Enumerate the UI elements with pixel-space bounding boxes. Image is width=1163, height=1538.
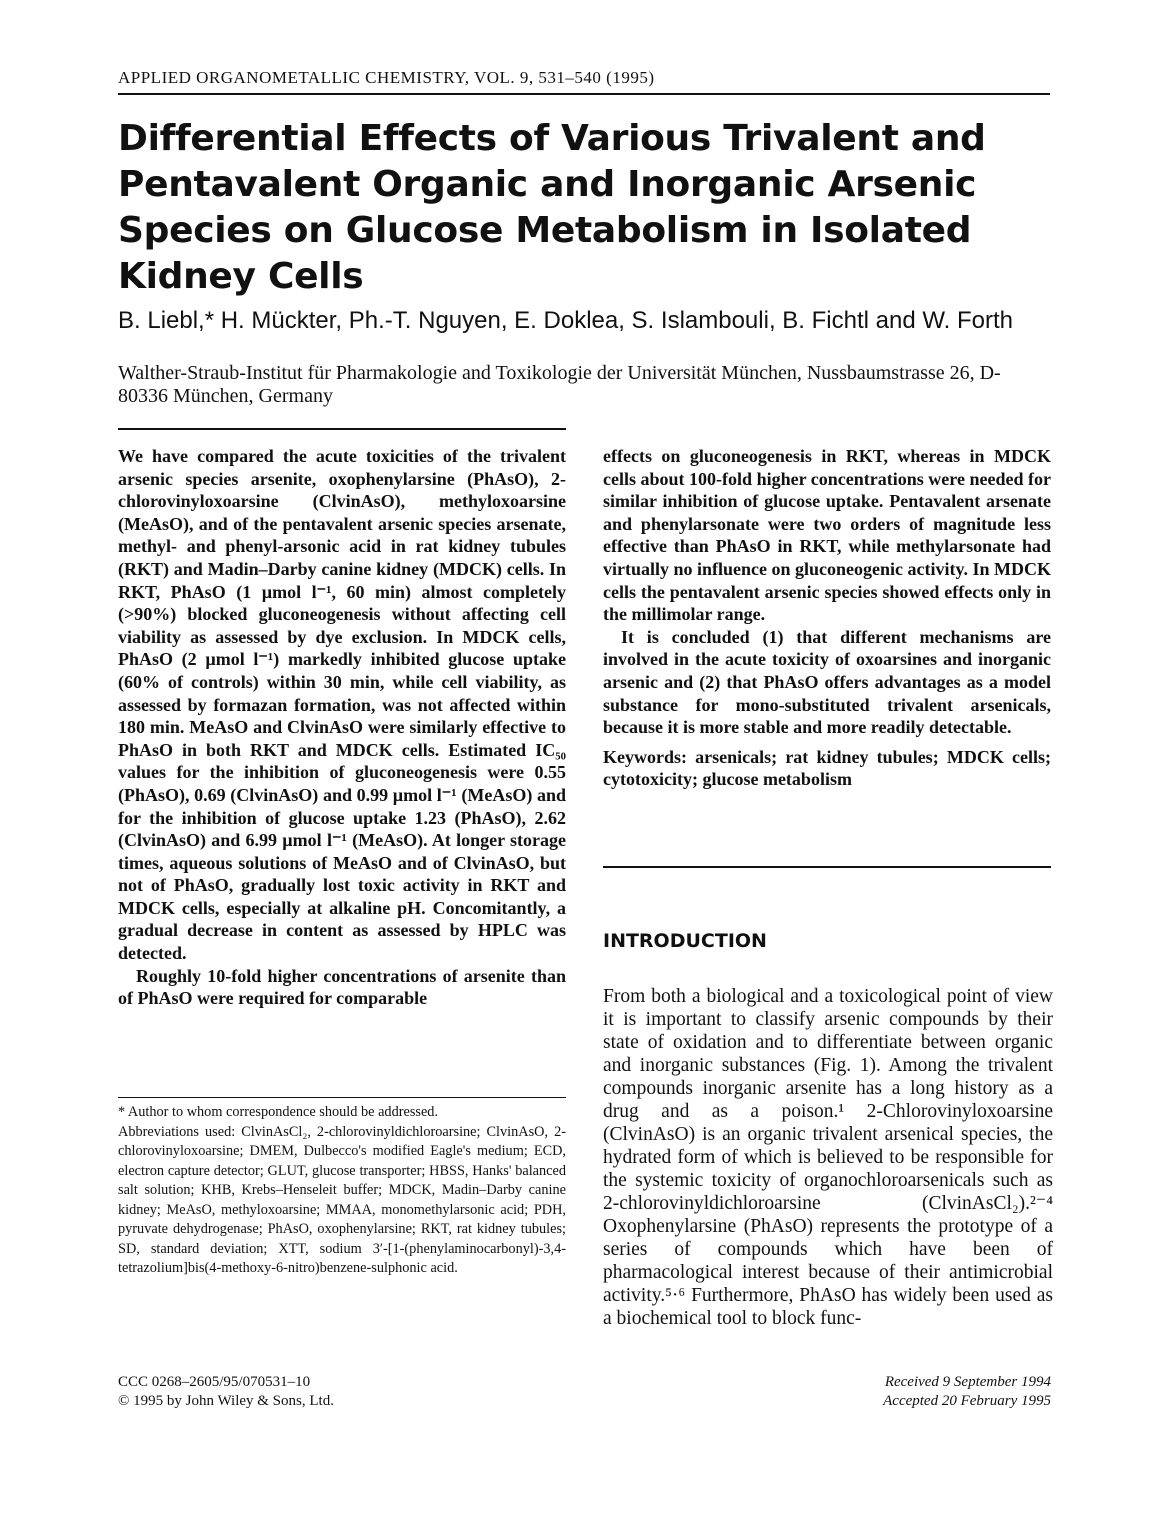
ccc-code: CCC 0268–2605/95/070531–10 (118, 1374, 311, 1390)
article-title: Differential Effects of Various Trivalent and Pentavalent Organic and Inorganic Arsenic Species on Glucose Metabolism in Isolated Kidney Cells (118, 118, 986, 297)
author-list: B. Liebl,* H. Mückter, Ph.-T. Nguyen, E. Doklea, S. Islambouli, B. Fichtl and W. Forth (118, 307, 1014, 334)
abstract-paragraph: It is concluded (1) that different mechanisms are involved in the acute toxicity of oxoarsines and inorganic arsenic and (2) that PhAsO offers advantages as a model substance for mono-substituted trivalent arsenicals, because it is more stable and more readily detectable. (603, 626, 1051, 738)
abbreviations-note: Abbreviations used: ClvinAsCl₂, 2-chlorovinyldichloroarsine; ClvinAsO, 2-chlorovinyloxoarsine; DMEM, Dulbecco's modified Eagle's medium; ECD, electron capture detector; GLUT, glucose transporter; HBSS, Hanks' balanced salt solution; KHB, Krebs–Henseleit buffer; MDCK, Madin–Darby canine kidney; MeAsO, methyloxoarsine; MMAA, monomethylarsonic acid; PDH, pyruvate dehydrogenase; PhAsO, oxophenylarsine; RKT, rat kidney tubules; SD, standard deviation; XTT, sodium 3′-[1-(phenylaminocarbonyl)-3,4-tetrazolium]bis(4-methoxy-6-nitro)benzene-sulphonic acid. (118, 1123, 566, 1276)
running-head: APPLIED ORGANOMETALLIC CHEMISTRY, VOL. 9, 531–540 (1995) (118, 68, 655, 87)
section-heading-introduction: INTRODUCTION (603, 930, 767, 952)
correspondence-note: * Author to whom correspondence should be addressed. (118, 1104, 439, 1120)
header-rule (118, 93, 1050, 95)
copyright-line: © 1995 by John Wiley & Sons, Ltd. (118, 1393, 334, 1409)
keywords: Keywords: arsenicals; rat kidney tubules; MDCK cells; cytotoxicity; glucose metabolism (603, 746, 1051, 790)
affiliation: Walther-Straub-Institut für Pharmakologie and Toxikologie der Universität München, Nussbaumstrasse 26, D-80336 München, Germany (118, 362, 1001, 407)
accepted-date: Accepted 20 February 1995 (883, 1393, 1051, 1409)
footnotes (118, 1103, 566, 1279)
abstract-top-rule (118, 428, 566, 430)
abstract-paragraph: We have compared the acute toxicities of the trivalent arsenic species arsenite, oxophenylarsine (PhAsO), 2-chlorovinyloxoarsine (ClvinAsO), methyloxoarsine (MeAsO), and of the pentavalent arsenic species arsenate, methyl- and phenyl-arsonic acid in rat kidney tubules (RKT) and Madin–Darby canine kidney (MDCK) cells. In RKT, PhAsO (1 µmol l⁻¹, 60 min) almost completely (>90%) blocked gluconeogenesis without affecting cell viability as assessed by dye exclusion. In MDCK cells, PhAsO (2 µmol l⁻¹) markedly inhibited glucose uptake (60% of controls) within 30 min, while cell viability, as assessed by formazan formation, was not affected within 180 min. MeAsO and ClvinAsO were similarly effective to PhAsO in both RKT and MDCK cells. Estimated IC₅₀ values for the inhibition of gluconeogenesis were 0.55 (PhAsO), 0.69 (ClvinAsO) and 0.99 µmol l⁻¹ (MeAsO) and for the inhibition of glucose uptake 1.23 (PhAsO), 2.62 (ClvinAsO) and 6.99 µmol l⁻¹ (MeAsO). At longer storage times, aqueous solutions of MeAsO and of ClvinAsO, but not of PhAsO, gradually lost toxic activity in RKT and MDCK cells, especially at alkaline pH. Concomitantly, a gradual decrease in content as assessed by HPLC was detected. (118, 446, 566, 964)
introduction-paragraph: From both a biological and a toxicological point of view it is important to classify arsenic compounds by their state of oxidation and to differentiate between organic and inorganic substances (Fig. 1). Among the trivalent compounds inorganic arsenite has a long history as a drug and as a poison.¹ 2-Chlorovinyloxoarsine (ClvinAsO) is an organic trivalent arsenical species, the hydrated form of which is believed to be responsible for the systemic toxicity of organochloroarsenicals such as 2-chlorovinyldichloroarsine (ClvinAsCl₂).²⁻⁴ Oxophenylarsine (PhAsO) represents the prototype of a series of compounds which have been of pharmacological interest because of their antimicrobial activity.⁵·⁶ Furthermore, PhAsO has widely been used as a biochemical tool to block func- (603, 986, 1053, 1329)
abstract-right-column (603, 445, 1051, 791)
received-date: Received 9 September 1994 (884, 1374, 1051, 1390)
abstract-bottom-rule (603, 866, 1051, 868)
abstract-left-column (118, 445, 566, 1010)
publication-info (118, 1373, 334, 1411)
received-dates (883, 1373, 1051, 1411)
footnote-rule (118, 1097, 566, 1098)
abstract-paragraph: effects on gluconeogenesis in RKT, whereas in MDCK cells about 100-fold higher concentrations were needed for similar inhibition of glucose uptake. Pentavalent arsenate and phenylarsonate were two orders of magnitude less effective than PhAsO in RKT, while methylarsonate had virtually no influence on gluconeogenic activity. In MDCK cells the pentavalent arsenic species showed effects only in the millimolar range. (603, 446, 1051, 625)
abstract-paragraph: Roughly 10-fold higher concentrations of arsenite than of PhAsO were required for comparable (118, 965, 566, 1009)
